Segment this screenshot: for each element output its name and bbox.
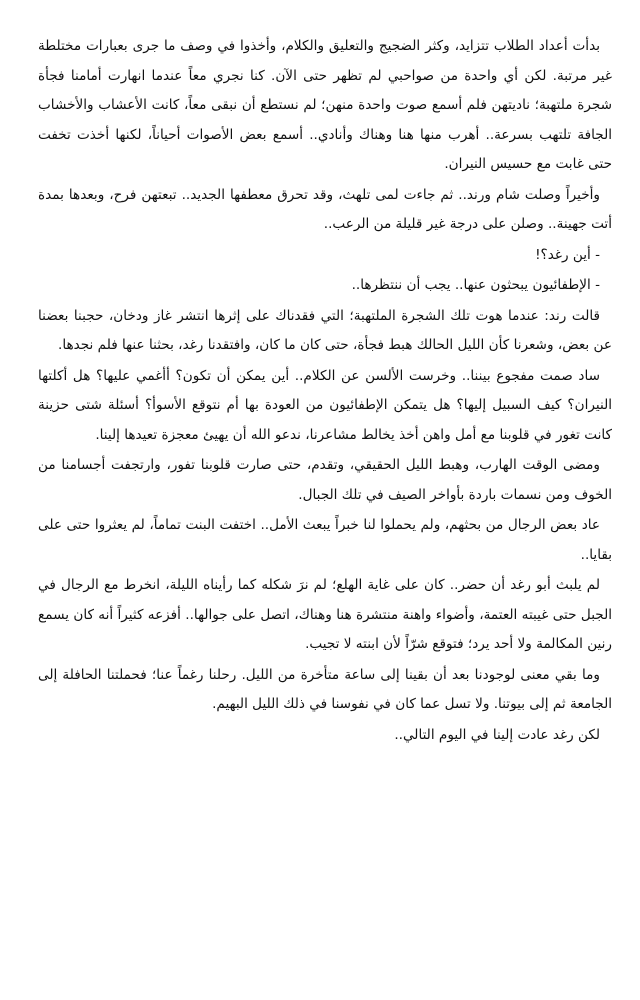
document-body — [38, 32, 612, 751]
dialogue-answer: - الإطفائيون يبحثون عنها.. يجب أن ننتظرها.. — [351, 277, 600, 293]
paragraph-father: لم يلبث أبو رغد أن حضر.. كان على غاية الهلع؛ لم نرَ شكله كما رأيناه الليلة، انخرط مع الرجال في الجبل حتى غيبته العتمة، وأضواء واهنة منتشرة هنا وهناك، اتصل على جوالها.. أفزعه كثيراً أنه كان يسمع رنين المكالمة ولا أحد يرد؛ فتوقع شرّاً لأن ابنته لا تجيب. — [38, 577, 612, 652]
paragraph-intro: بدأت أعداد الطلاب تتزايد، وكثر الضجيج والتعليق والكلام، وأخذوا في وصف ما جرى بعبارات مختلطة غير مرتبة. لكن أي واحدة من صواحبي لم تظهر حتى الآن. كنا نجري معاً عندما انهارت أمامنا فجأة شجرة ملتهبة؛ ناديتهن فلم أسمع صوت واحدة منهن؛ لم نستطع أن نبقى معاً، كانت الأعشاب والأخشاب الجافة تلتهب بسرعة.. أهرب منها هنا وهناك وأنادي.. أسمع بعض الأصوات أحياناً، لكنها أخذت تخفت حتى غابت مع حسيس النيران. — [38, 38, 612, 172]
paragraph-night: ومضى الوقت الهارب، وهبط الليل الحقيقي، وتقدم، حتى صارت قلوبنا تفور، وارتجفت أجسامنا من الخوف ومن نسمات باردة بأواخر الصيف في تلك الجبال. — [38, 457, 612, 503]
paragraph-silence: ساد صمت مفجوع بيننا.. وخرست الألسن عن الكلام.. أين يمكن أن تكون؟ أأغمي عليها؟ هل أكلتها النيران؟ كيف السبيل إليها؟ هل يتمكن الإطفائيون من العودة بها أم نتوقع الأسوأ؟ أسئلة شتى حزينة كانت تغور في قلوبنا مع أمل واهن أخذ يخالط مشاعرنا، ندعو الله أن يهيئ معجزة تعيدها إلينا. — [38, 367, 612, 443]
dialogue-question: - أين رغد؟! — [535, 246, 600, 263]
paragraph-departure: وما بقي معنى لوجودنا بعد أن بقينا إلى ساعة متأخرة من الليل. رحلنا رغماً عنا؛ فحملتنا الحافلة إلى الجامعة ثم إلى بيوتنا. ولا تسل عما كان في نفوسنا في ذلك الليل البهيم. — [38, 666, 612, 712]
paragraph-arrival: وأخيراً وصلت شام ورند.. ثم جاءت لمى تلهث، وقد تحرق معطفها الجديد.. تبعتهن فرح، وبعدها بمدة أتت جهينة.. وصلن على درجة غير قليلة من الرعب.. — [38, 186, 612, 232]
paragraph-rand-account: قالت رند: عندما هوت تلك الشجرة الملتهبة؛ التي فقدناك على إثرها انتشر غاز ودخان، حجبنا بعضنا عن بعض، وشعرنا كأن الليل الحالك هبط فجأة، حتى كان ما كان، وافتقدنا رغد، بحثنا عنها فلم نجدها. — [38, 307, 612, 353]
paragraph-ending: لكن رغد عادت إلينا في اليوم التالي.. — [394, 726, 600, 743]
paragraph-men-return: عاد بعض الرجال من بحثهم، ولم يحملوا لنا خبراً يبعث الأمل.. اختفت البنت تماماً، لم يعثروا حتى على بقايا.. — [38, 517, 612, 563]
